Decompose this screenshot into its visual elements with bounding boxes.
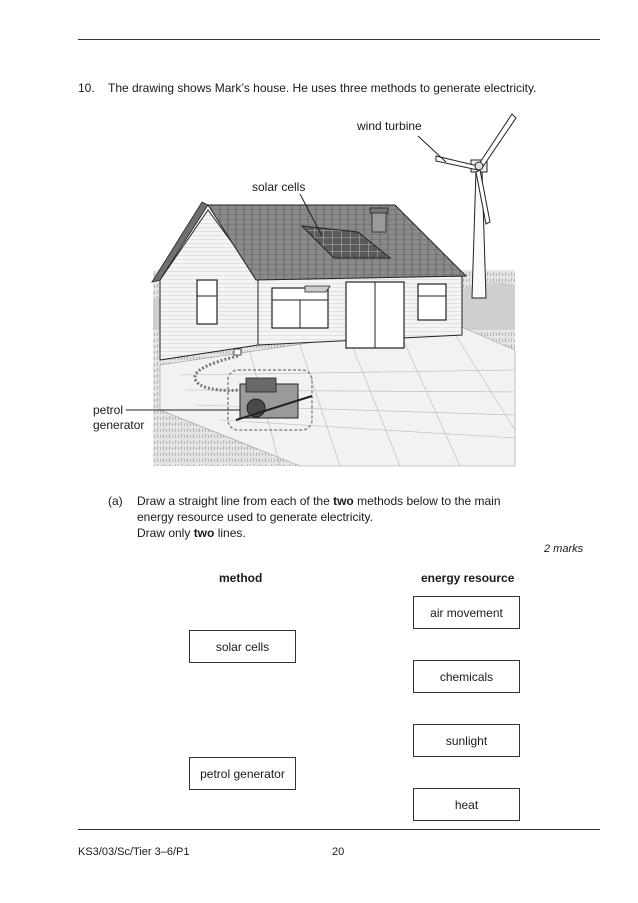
- part-a-line3-post: lines.: [214, 526, 246, 540]
- part-a-letter: (a): [108, 494, 123, 508]
- part-a-line3: [137, 526, 246, 540]
- part-a-line3-pre: Draw only: [137, 526, 194, 540]
- resource-box-chemicals[interactable]: chemicals: [413, 660, 520, 693]
- resource-header: energy resource: [421, 571, 515, 585]
- part-a-line2: energy resource used to generate electricity.: [137, 510, 373, 524]
- method-box-solar-cells[interactable]: solar cells: [189, 630, 296, 663]
- marks-label: 2 marks: [544, 543, 584, 555]
- part-a-line1: [137, 494, 501, 508]
- resource-box-heat[interactable]: heat: [413, 788, 520, 821]
- resource-box-air-movement[interactable]: air movement: [413, 596, 520, 629]
- solar-cells-label: solar cells: [252, 180, 306, 194]
- part-a-line3-bold: two: [193, 526, 215, 540]
- method-header: method: [219, 571, 263, 585]
- part-a-line1-bold: two: [333, 494, 354, 508]
- generator-label: generator: [93, 418, 145, 432]
- question-text: The drawing shows Mark’s house. He uses three methods to generate electricity.: [108, 81, 537, 95]
- house: [152, 202, 466, 360]
- footer-code: KS3/03/Sc/Tier 3–6/P1: [78, 846, 190, 858]
- petrol-label: petrol: [93, 403, 124, 417]
- part-a-line1-post: methods below to the main: [353, 494, 501, 508]
- method-box-petrol-generator[interactable]: petrol generator: [189, 757, 296, 790]
- part-a-line1-pre: Draw a straight line from each of the: [137, 494, 334, 508]
- resource-box-sunlight[interactable]: sunlight: [413, 724, 520, 757]
- question-number: 10.: [78, 81, 95, 95]
- wind-turbine-label: wind turbine: [357, 119, 422, 133]
- bottom-rule: [78, 829, 600, 830]
- page-number: 20: [332, 846, 345, 858]
